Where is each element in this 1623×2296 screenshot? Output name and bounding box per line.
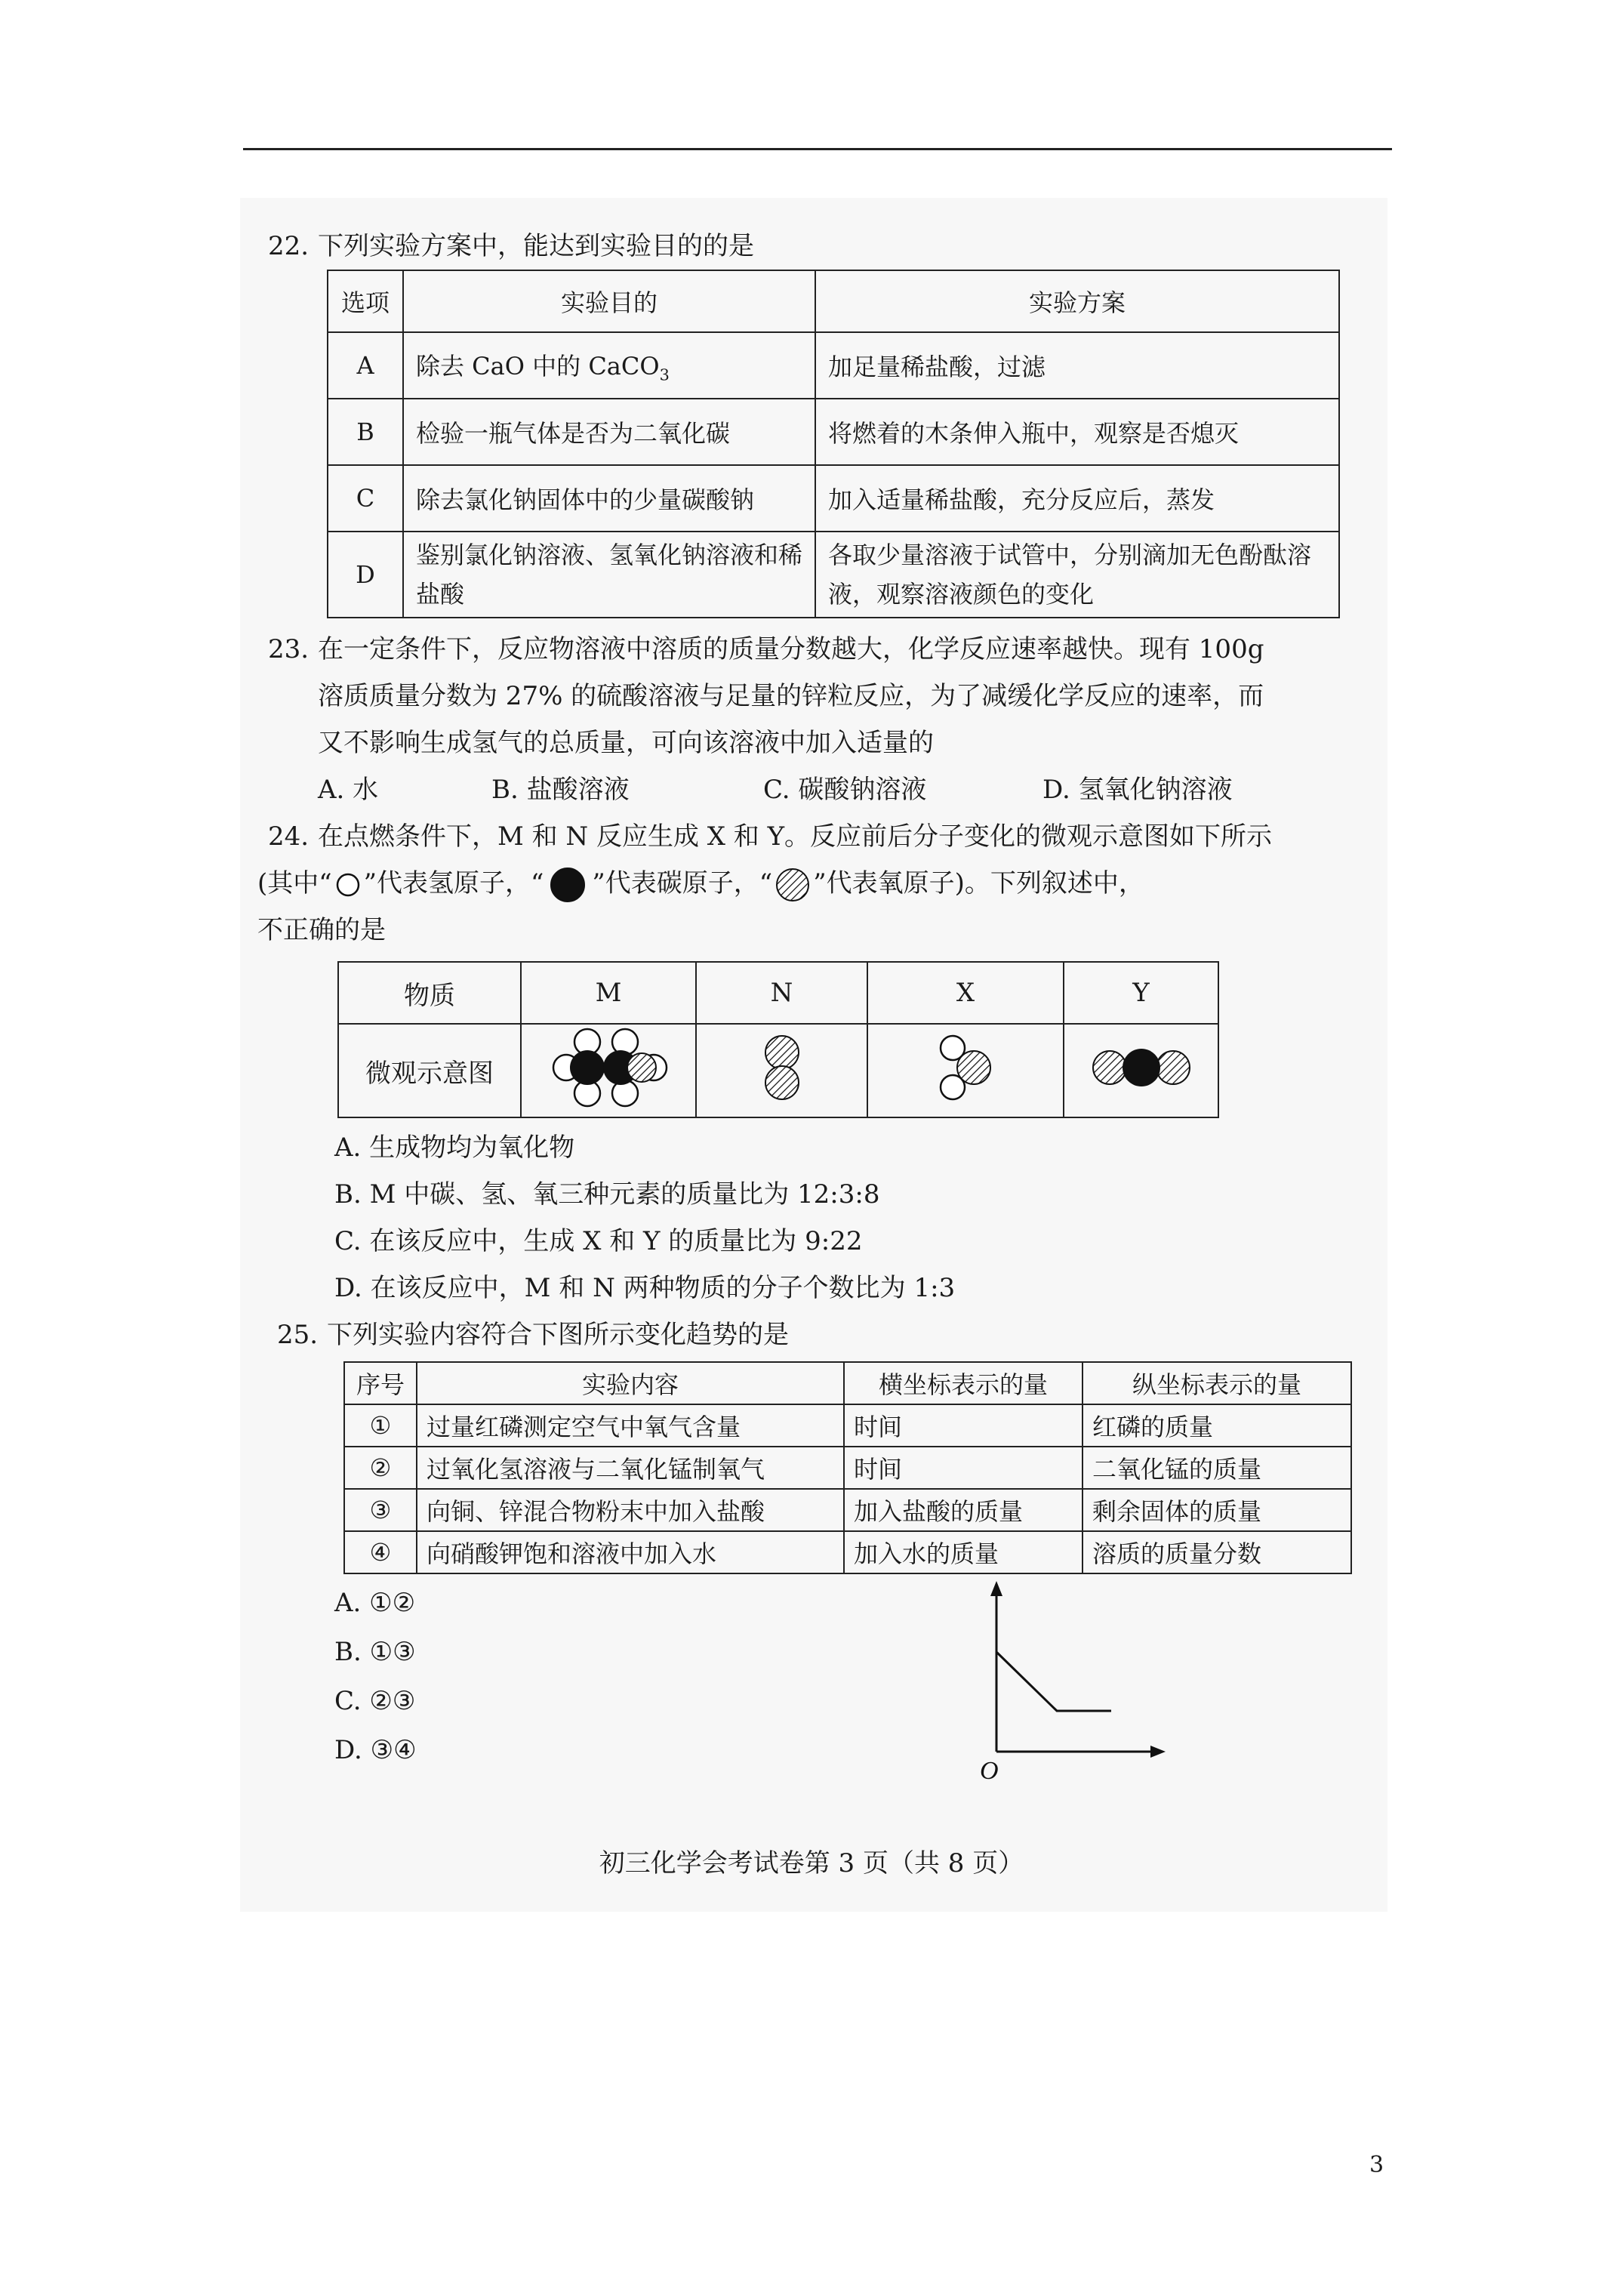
q25-option-c: C. ②③ (334, 1686, 416, 1716)
hydrogen-atom-icon (332, 872, 364, 898)
q25-option-b: B. ①③ (334, 1637, 416, 1667)
q25-stem-text: 下列实验内容符合下图所示变化趋势的是 (327, 1320, 789, 1350)
q22-option-cell: C (328, 465, 403, 532)
q23-option-a: A. 水 (318, 775, 379, 805)
q25-row-3 (344, 1489, 1351, 1531)
molecule-m-diagram (540, 1025, 676, 1110)
q24-stem-line1 (268, 813, 1363, 860)
q24-row-label: 微观示意图 (338, 1024, 521, 1117)
q25-x-cell: 时间 (844, 1404, 1083, 1447)
q22-goal-cell (403, 332, 815, 399)
q25-x-cell: 加入水的质量 (844, 1531, 1083, 1573)
q23-stem-line3: 又不影响生成氢气的总质量，可向该溶液中加入适量的 (318, 728, 934, 758)
molecule-n-diagram (752, 1025, 812, 1110)
q22-goal-cell: 检验一瓶气体是否为二氧化碳 (403, 399, 815, 465)
q24-header-m: M (521, 962, 696, 1024)
q23-stem-line2: 溶质质量分数为 27% 的硫酸溶液与足量的锌粒反应，为了减缓化学反应的速率，而 (318, 681, 1264, 711)
carbon-atom-icon (544, 866, 592, 904)
q25-trend-graph-svg (936, 1576, 1178, 1780)
q22-goal-text: 除去 CaO 中的 CaCO (416, 351, 660, 381)
molecule-y-cell (1064, 1024, 1218, 1117)
q22-stem (268, 223, 1363, 270)
q25-header-y: 纵坐标表示的量 (1083, 1362, 1351, 1404)
x-axis-arrow (1150, 1746, 1166, 1758)
q22-plan-cell: 加足量稀盐酸，过滤 (815, 332, 1339, 399)
q25-stem (268, 1311, 1363, 1358)
q24-header-row (338, 962, 1218, 1024)
q25-row-4 (344, 1531, 1351, 1573)
graph-origin-label: O (980, 1757, 999, 1780)
q25-number: 25. (277, 1320, 319, 1350)
q22-row-b (328, 399, 1339, 465)
q23-option-c: C. 碳酸钠溶液 (763, 775, 927, 805)
q25-x-cell: 时间 (844, 1447, 1083, 1489)
oxygen-atom-icon (772, 866, 813, 904)
q22-stem-text: 下列实验方案中，能达到实验目的的是 (318, 231, 754, 261)
exam-content (257, 223, 1363, 1775)
q22-table (327, 270, 1340, 618)
q23-options (268, 766, 1363, 813)
molecule-y-diagram (1081, 1025, 1202, 1110)
q24-legend-text-b: ”代表氢原子，“ (363, 868, 544, 898)
q25-header-row (344, 1362, 1351, 1404)
q22-row-c (328, 465, 1339, 532)
q22-row-d (328, 532, 1339, 618)
q25-content-cell: 向铜、锌混合物粉末中加入盐酸 (417, 1489, 844, 1531)
y-axis-arrow (990, 1581, 1002, 1596)
q22-number: 22. (268, 231, 310, 261)
q25-header-number: 序号 (344, 1362, 417, 1404)
q22-plan-cell: 加入适量稀盐酸，充分反应后，蒸发 (815, 465, 1339, 532)
q24-option-c: C. 在该反应中，生成 X 和 Y 的质量比为 9:22 (334, 1226, 863, 1256)
q25-number-cell: ④ (344, 1531, 417, 1573)
q25-number-cell: ① (344, 1404, 417, 1447)
q22-plan-cell: 将燃着的木条伸入瓶中，观察是否熄灭 (815, 399, 1339, 465)
q24-stem-text: 在点燃条件下，M 和 N 反应生成 X 和 Y。反应前后分子变化的微观示意图如下所示 (318, 821, 1273, 852)
q25-content-cell: 过量红磷测定空气中氧气含量 (417, 1404, 844, 1447)
q25-x-cell: 加入盐酸的质量 (844, 1489, 1083, 1531)
q24-stem-line3: 不正确的是 (257, 915, 386, 945)
q22-header-goal: 实验目的 (403, 270, 815, 332)
q22-option-cell: B (328, 399, 403, 465)
q24-header-n: N (696, 962, 867, 1024)
q24-option-b: B. M 中碳、氢、氧三种元素的质量比为 12:3:8 (334, 1179, 880, 1210)
q23-stem-line1 (268, 626, 1363, 673)
q25-table (343, 1361, 1352, 1574)
q24-molecule-table (337, 961, 1219, 1118)
trend-line (996, 1652, 1111, 1711)
q25-option-a: A. ①② (334, 1588, 416, 1618)
q22-plan-cell: 各取少量溶液于试管中，分别滴加无色酚酞溶液，观察溶液颜色的变化 (815, 532, 1339, 618)
q22-option-cell: A (328, 332, 403, 399)
q22-header-plan: 实验方案 (815, 270, 1339, 332)
q25-header-x: 横坐标表示的量 (844, 1362, 1083, 1404)
q25-number-cell: ② (344, 1447, 417, 1489)
q22-goal-subscript: 3 (659, 365, 670, 384)
header-rule (243, 148, 1392, 150)
q25-number-cell: ③ (344, 1489, 417, 1531)
page-footer: 初三化学会考试卷第 3 页（共 8 页） (599, 1848, 1024, 1878)
page-number: 3 (1369, 2152, 1384, 2178)
q25-trend-graph (936, 1576, 1178, 1783)
molecule-x-diagram (924, 1025, 1007, 1110)
q25-option-d: D. ③④ (334, 1735, 417, 1765)
q22-option-cell: D (328, 532, 403, 618)
q25-y-cell: 剩余固体的质量 (1083, 1489, 1351, 1531)
q23-option-d: D. 氢氧化钠溶液 (1042, 775, 1233, 805)
q22-header-row (328, 270, 1339, 332)
q24-header-x: X (867, 962, 1064, 1024)
q24-legend-text-d: ”代表氧原子)。下列叙述中， (813, 868, 1144, 898)
q25-row-2 (344, 1447, 1351, 1489)
q23-number: 23. (268, 634, 310, 664)
q25-content-cell: 向硝酸钾饱和溶液中加入水 (417, 1531, 844, 1573)
q24-diagram-row (338, 1024, 1218, 1117)
q22-header-option: 选项 (328, 270, 403, 332)
q24-stem-line2 (208, 860, 1363, 907)
q23-stem-text: 在一定条件下，反应物溶液中溶质的质量分数越大，化学反应速率越快。现有 100g (318, 634, 1264, 664)
q24-legend-text-c: ”代表碳原子，“ (592, 868, 773, 898)
q25-y-cell: 红磷的质量 (1083, 1404, 1351, 1447)
q24-header-y: Y (1064, 962, 1218, 1024)
q25-y-cell: 溶质的质量分数 (1083, 1531, 1351, 1573)
q25-row-1 (344, 1404, 1351, 1447)
molecule-n-cell (696, 1024, 867, 1117)
q22-goal-cell: 除去氯化钠固体中的少量碳酸钠 (403, 465, 815, 532)
q22-goal-cell: 鉴别氯化钠溶液、氢氧化钠溶液和稀盐酸 (403, 532, 815, 618)
molecule-m-cell (521, 1024, 696, 1117)
q24-number: 24. (268, 821, 310, 852)
molecule-x-cell (867, 1024, 1064, 1117)
q25-y-cell: 二氧化锰的质量 (1083, 1447, 1351, 1489)
q24-option-d: D. 在该反应中，M 和 N 两种物质的分子个数比为 1:3 (334, 1273, 956, 1303)
q24-legend-text-a: (其中“ (257, 868, 332, 898)
q23-option-b: B. 盐酸溶液 (491, 775, 630, 805)
q25-content-cell: 过氧化氢溶液与二氧化锰制氧气 (417, 1447, 844, 1489)
q22-row-a (328, 332, 1339, 399)
q24-option-a: A. 生成物均为氧化物 (334, 1133, 575, 1163)
q24-header-substance: 物质 (338, 962, 521, 1024)
q25-header-content: 实验内容 (417, 1362, 844, 1404)
